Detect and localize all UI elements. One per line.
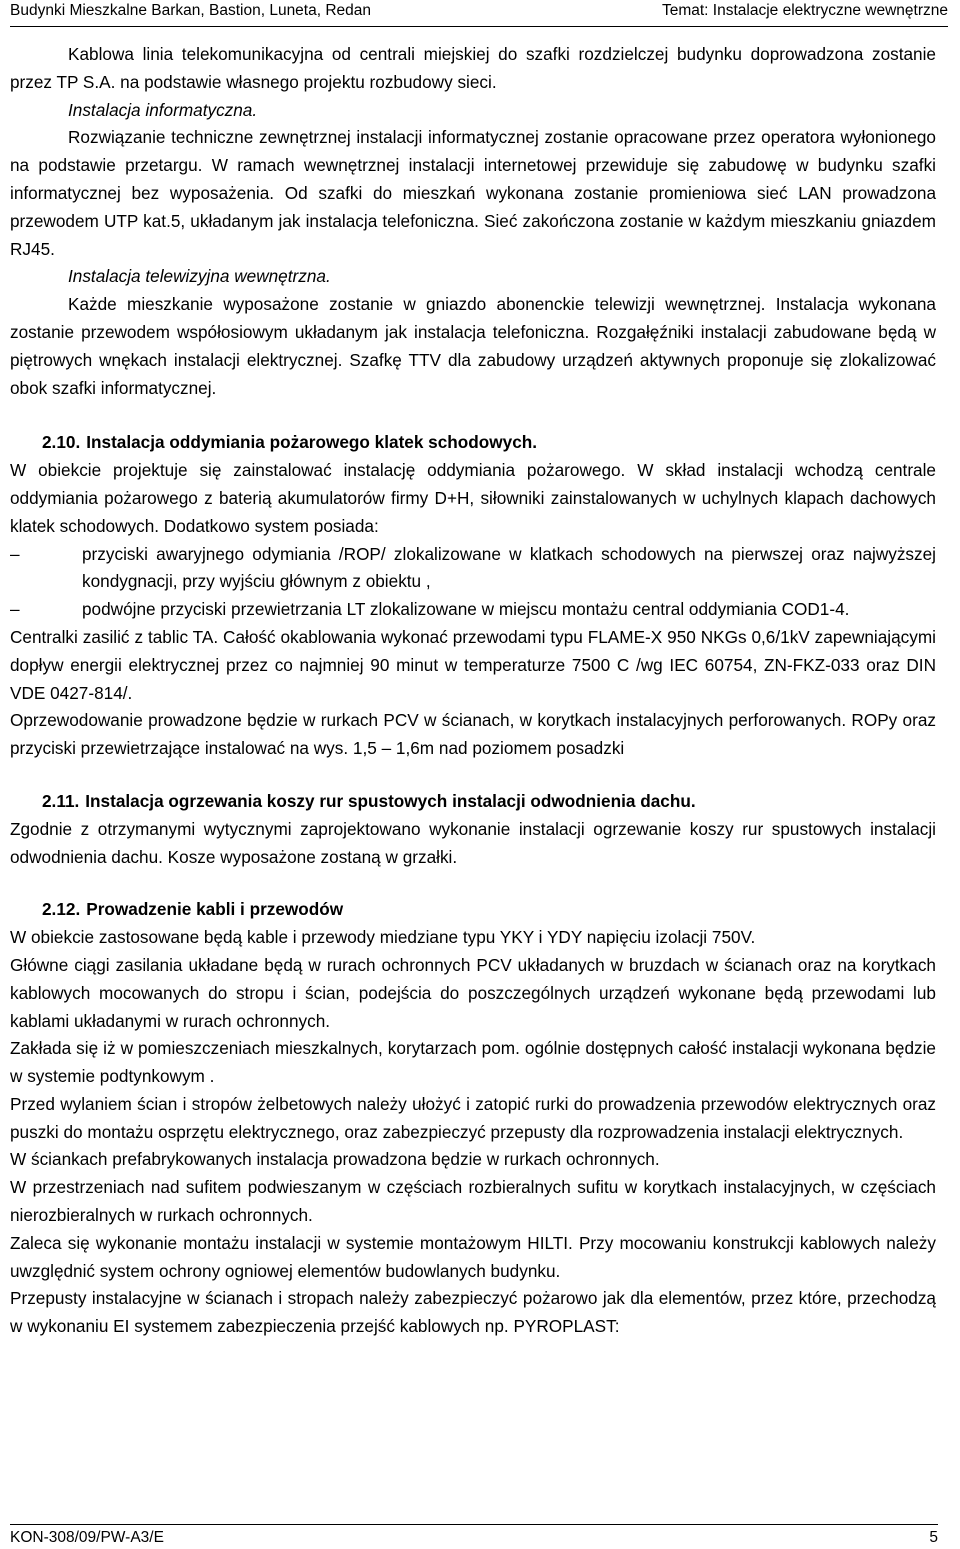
paragraph-tv-installation: Każde mieszkanie wyposażone zostanie w gniazdo abonenckie telewizji wewnętrznej. Instalacja wykonana zostanie przewodem współosiowym układanym jak instalacja telefoniczna. Rozgałęźniki instalacji zabudowane będą w piętrowych wnękach instalacji elektrycznej. Szafkę TTV dla zabudowy urządzeń aktywnych proponuje się zlokalizować obok szafki informatycznej. xyxy=(10,294,936,398)
section-title: Instalacja ogrzewania koszy rur spustowych instalacji odwodnienia dachu. xyxy=(85,790,696,811)
paragraph-smoke-power: Centralki zasilić z tablic TA. Całość okablowania wykonać przewodami typu FLAME-X 950 NKGs 0,6/1kV zapewniającymi dopływ energii elektrycznej przez co najmniej 90 minut w temperaturze 7500 C /wg IEC 60754, ZN-FKZ-033 oraz DIN VDE 0427-814/. xyxy=(10,626,936,703)
paragraph-cables-8: Przepusty instalacyjne w ścianach i stropach należy zabezpieczyć pożarowo jak dla elementów, przez które, przechodzą w wykonaniu EI systemem zabezpieczenia przejść kablowych np. PYROPLAST: xyxy=(10,1288,936,1337)
dash-bullet: – xyxy=(10,543,20,564)
subheading-tv-installation: Instalacja telewizyjna wewnętrzna. xyxy=(68,266,331,287)
paragraph-cables-5: W ściankach prefabrykowanych instalacja prowadzona będzie w rurkach ochronnych. xyxy=(10,1149,660,1170)
list-item-text: podwójne przyciski przewietrzania LT zlokalizowane w miejscu montażu central oddymiania COD1-4. xyxy=(82,599,850,620)
paragraph-cables-4: Przed wylaniem ścian i stropów żelbetowych należy ułożyć i zatopić rurki do prowadzenia przewodów elektrycznych oraz puszki do montażu osprzętu elektrycznego, oraz zabezpieczyć przepusty dla rozprowadzenia instalacji elektrycznych. xyxy=(10,1093,936,1142)
paragraph-cables-6: W przestrzeniach nad sufitem podwieszanym w częściach rozbieralnych sufitu w korytkach instalacyjnych, w częściach nierozbieralnych w rurkach ochronnych. xyxy=(10,1177,936,1226)
section-number: 2.12. xyxy=(42,899,81,920)
section-title: Prowadzenie kabli i przewodów xyxy=(86,899,344,920)
paragraph-cables-1: W obiekcie zastosowane będą kable i przewody miedziane typu YKY i YDY napięciu izolacji 750V. xyxy=(10,927,756,948)
footer-document-code: KON-308/09/PW-A3/E xyxy=(10,1529,164,1546)
paragraph-telecom-line: Kablowa linia telekomunikacyjna od centrali miejskiej do szafki rozdzielczej budynku doprowadzona zostanie przez TP S.A. na podstawie własnego projektu rozbudowy sieci. xyxy=(10,44,936,92)
list-item xyxy=(10,541,936,597)
dash-bullet: – xyxy=(10,599,20,620)
page-header xyxy=(10,0,948,27)
section-number: 2.10. xyxy=(42,432,81,453)
page-number: 5 xyxy=(929,1529,938,1546)
header-topic: Temat: Instalacje elektryczne wewnętrzne xyxy=(661,2,948,19)
paragraph-smoke-intro: W obiekcie projektuje się zainstalować instalację oddymiania pożarowego. W skład instalacji wchodzą centrale oddymiania pożarowego z baterią akumulatorów firmy D+H, siłowniki zainstalowanych w uchylnych klapach dachowych klatek schodowych. Dodatkowo system posiada: xyxy=(10,460,936,536)
list-item xyxy=(10,596,936,624)
paragraph-cables-3: Zakłada się iż w pomieszczeniach mieszkalnych, korytarzach pom. ogólnie dostępnych całość instalacji wykonana będzie w systemie podtynkowym . xyxy=(10,1038,936,1087)
header-document-title: Budynki Mieszkalne Barkan, Bastion, Luneta, Redan xyxy=(10,2,372,19)
section-heading-2-12 xyxy=(10,896,936,924)
paragraph-gutter-heating: Zgodnie z otrzymanymi wytycznymi zaprojektowano wykonanie instalacji ogrzewanie koszy rur spustowych instalacji odwodnienia dachu. Kosze wyposażone zostaną w grzałki. xyxy=(10,818,936,867)
page-content xyxy=(10,41,936,1341)
page-footer xyxy=(10,1524,938,1549)
section-heading-2-10 xyxy=(10,429,936,457)
subheading-it-installation: Instalacja informatyczna. xyxy=(68,99,258,120)
section-title: Instalacja oddymiania pożarowego klatek schodowych. xyxy=(86,432,538,453)
paragraph-smoke-wiring: Oprzewodowanie prowadzone będzie w rurkach PCV w ścianach, w korytkach instalacyjnych perforowanych. ROPy oraz przyciski przewietrzające instalować na wys. 1,5 – 1,6m nad poziomem posadzki xyxy=(10,710,936,759)
section-heading-2-11 xyxy=(10,788,936,816)
list-item-text: przyciski awaryjnego odymiania /ROP/ zlokalizowane w klatkach schodowych na pierwszej oraz najwyższej kondygnacji, przy wyjściu głównym z obiektu , xyxy=(82,543,936,592)
paragraph-cables-2: Główne ciągi zasilania układane będą w rurach ochronnych PCV układanych w bruzdach w ścianach oraz na korytkach kablowych mocowanych do stropu i ścian, podejścia do poszczególnych urządzeń wykonane będą przewodami lub kablami układanymi w rurach ochronnych. xyxy=(10,954,936,1031)
paragraph-cables-7: Zaleca się wykonanie montażu instalacji w systemie montażowym HILTI. Przy mocowaniu konstrukcji kablowych należy uwzględnić system ochrony ogniowej elementów budowlanych budynku. xyxy=(10,1232,936,1281)
paragraph-it-installation: Rozwiązanie techniczne zewnętrznej instalacji informatycznej zostanie opracowane przez operatora wyłonionego na podstawie przetargu. W ramach wewnętrznej instalacji internetowej przewiduje się zabudowę w budynku szafki informatycznej bez wyposażenia. Od szafki do mieszkań wykonana zostanie promieniowa sieć LAN prowadzona przewodem UTP kat.5, układanym jak instalacja telefoniczna. Sieć zakończona zostanie w każdym mieszkaniu gniazdem RJ45. xyxy=(10,127,936,259)
section-number: 2.11. xyxy=(42,790,80,811)
